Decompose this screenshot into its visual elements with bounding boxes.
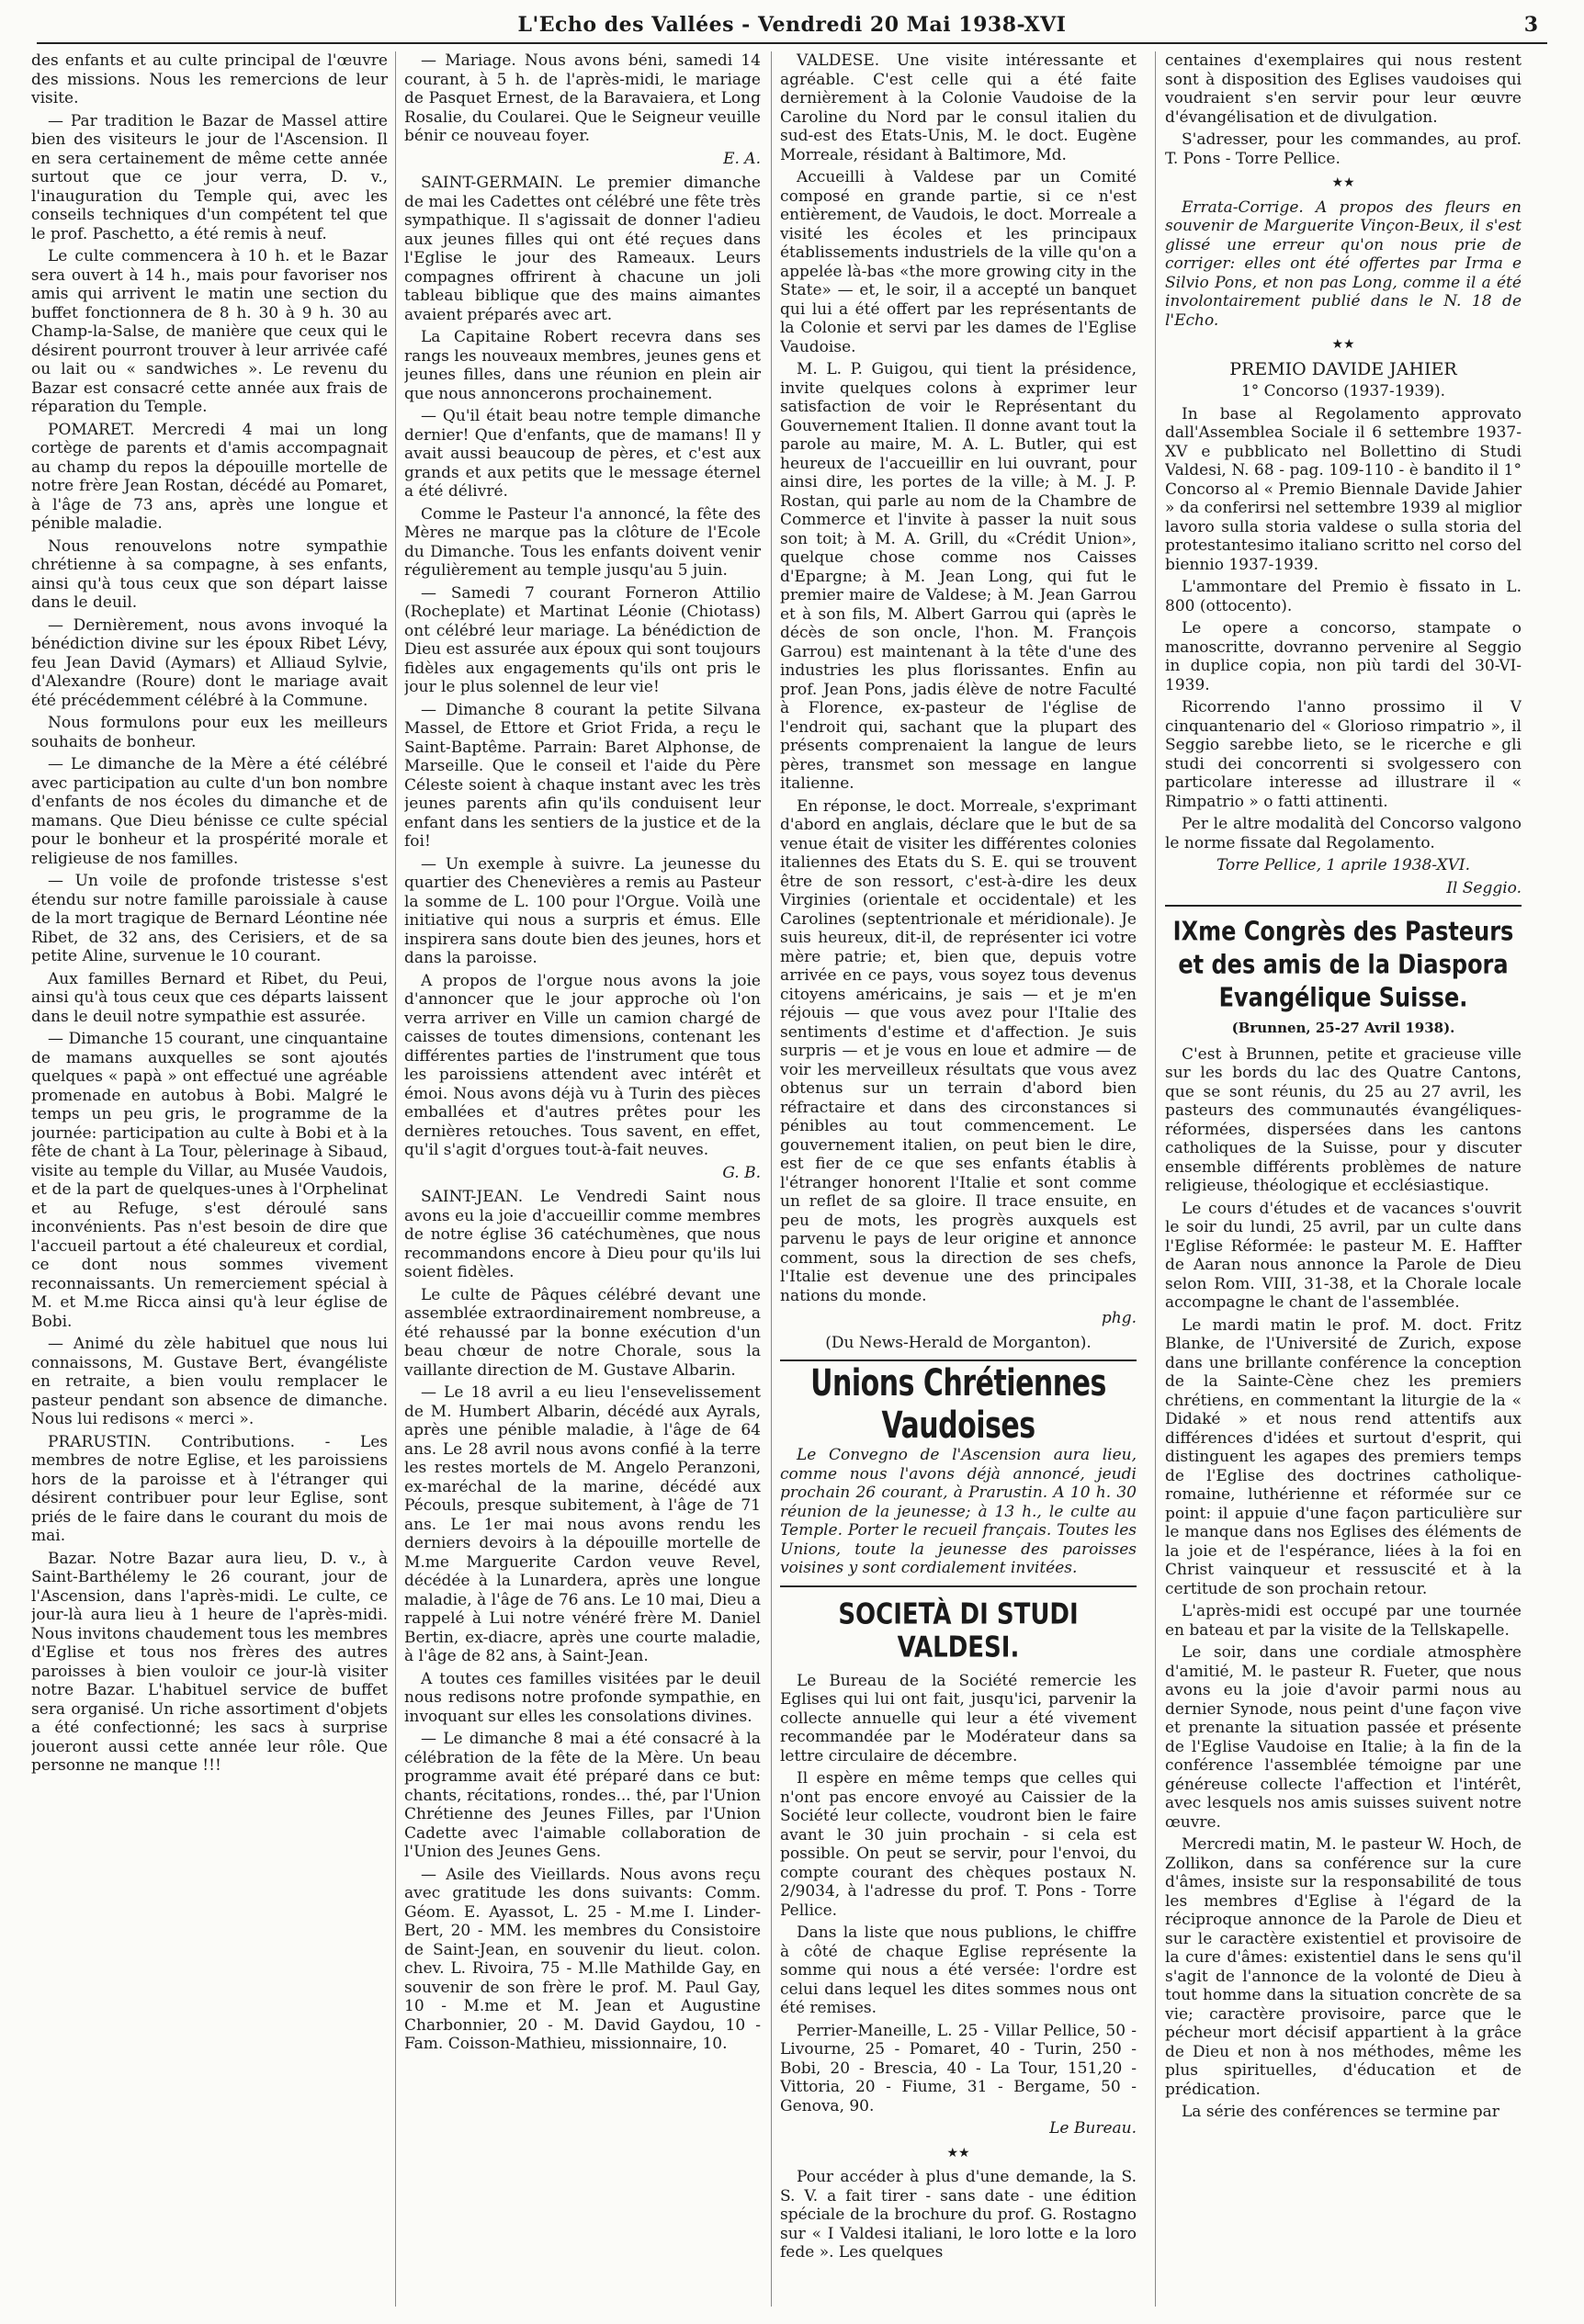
premio-heading: PREMIO DAVIDE JAHIER — [1229, 358, 1457, 379]
divider — [780, 1585, 1137, 1587]
paragraph: Le opere a concorso, stampate o manoscritte, dovranno pervenire al Seggio in duplice copia, non più tardi del 30-VI-1939. — [1165, 619, 1522, 694]
paragraph: La Capitaine Robert recevra dans ses rangs les nouveaux membres, jeunes gens et jeunes filles, dans une réunion en plein air que nous annoncerons prochainement. — [404, 328, 761, 403]
paragraph: Le culte commencera à 10 h. et le Bazar sera ouvert à 14 h., mais pour favoriser nos amis qui arrivent le matin une section du buffet fonctionnera de 8 h. 30 à 9 h. 30 au Champ-la-Salse, de manière que ceux qui le désirent pourront trouver à leur arrivée café ou lait ou « sandwiches ». Le revenu du Bazar est consacré cette année aux frais de réparation du Temple. — [31, 247, 388, 416]
paragraph: SAINT-JEAN. Le Vendredi Saint nous avons eu la joie d'accueillir comme membres de notre église 36 catéchumènes, que nous recommandons encore à Dieu pour qu'ils lui soient fidèles. — [404, 1188, 761, 1281]
separator-stars: ★★ — [946, 2145, 970, 2160]
paragraph: Le culte de Pâques célébré devant une assemblée extraordinairement nombreuse, a été rehaussé par la bonne exécution d'un beau chœur de notre Chorale, sous la vaillante direction de M. Gustave Albarin. — [404, 1285, 761, 1380]
errata-paragraph: Errata-Corrige. A propos des fleurs en souvenir de Marguerite Vinçon-Beux, il s'est glissé une erreur qu'on nous prie de corriger: elles ont été offertes par Irma e Silvio Pons, et non pas Long, comme il a été involontairement publié dans le N. 18 de l'Echo. — [1165, 197, 1522, 330]
paragraph: — Par tradition le Bazar de Massel attire bien des visiteurs le jour de l'Ascension. Il en sera certainement de même cette année surtout que ce jour verra, D. v., l'inauguration du Temple qui, avec les conseils techniques d'un compétent tel que le prof. Paschetto, a été remis à neuf. — [31, 111, 388, 243]
paragraph: C'est à Brunnen, petite et gracieuse ville sur les bords du lac des Quatre Cantons, que se sont réunis, du 25 au 27 avril, les pasteurs des communautés évangéliques-réformées, dispersées dans les cantons catholiques de la Suisse, pour y discuter ensemble différents problèmes de nature religieuse, théologique et ecclésiastique. — [1165, 1044, 1522, 1195]
page-number: 3 — [1523, 13, 1538, 37]
signature: E. A. — [723, 149, 761, 168]
page-title: L'Echo des Vallées - Vendredi 20 Mai 1938-XVI — [517, 13, 1067, 37]
paragraph: Per le altre modalità del Concorso valgono le norme fissate dal Regolamento. — [1165, 815, 1522, 852]
paragraph: Pour accéder à plus d'une demande, la S. S. V. a fait tirer - sans date - une édition spéciale de la brochure du prof. G. Rostagno sur « I Valdesi italiani, le loro lotte e la loro fede ». Les quelques — [780, 2168, 1137, 2262]
congres-heading: IXme Congrès des Pasteurs et des amis de la Diaspora Evangélique Suisse. — [1172, 916, 1514, 1013]
paragraph: — Samedi 7 courant Forneron Attilio (Rocheplate) et Martinat Léonie (Chiotass) ont célébré leur mariage. La bénédiction de Dieu est assurée aux époux qui sont toujours fidèles aux engagements qu'ils ont pris le jour le plus solennel de leur vie! — [404, 583, 761, 696]
paragraph: Nous renouvelons notre sympathie chrétienne à sa compagne, à ses enfants, ainsi qu'à tous ceux que son départ laisse dans le deuil. — [31, 536, 388, 612]
paragraph: — Le dimanche 8 mai a été consacré à la célébration de la fête de la Mère. Un beau programme avait été préparé dans ce but: chants, récitations, rondes... thé, par l'Union Chrétienne des Jeunes Filles, par l'Union Cadette avec l'aimable collaboration de l'Union des Jeunes Gens. — [404, 1730, 761, 1861]
paragraph: Le mardi matin le prof. M. doct. Fritz Blanke, de l'Université de Zurich, expose dans une brillante conférence la conception de la Sainte-Cène chez les premiers chrétiens, en commentant la liturgie de la « Didaké » et nous rend attentifs aux différences d'idées et surtout d'esprit, qui distinguent les agapes des premiers temps de l'Eglise des doctrines catholique-romaine, luthérienne et réformée sur ce point: il appuie d'une façon particulière sur le manque dans nos Eglises des éléments de la joie et de l'espérance, liées à la foi en Christ vainqueur et ressuscité et à la certitude de son prochain retour. — [1165, 1315, 1522, 1598]
divider — [1165, 905, 1522, 907]
column-2 — [404, 51, 761, 2307]
paragraph: — Le dimanche de la Mère a été célébré avec participation au culte d'un bon nombre d'enfants de nos écoles du dimanche et de mamans. Que Dieu bénisse ce culte spécial pour le bonheur et la prospérité morale et religieuse de nos familles. — [31, 755, 388, 868]
column-divider — [395, 51, 396, 2307]
divider — [780, 1359, 1137, 1361]
paragraph: — Dimanche 8 courant la petite Silvana Massel, de Ettore et Griot Frida, a reçu le Saint-Baptême. Parrain: Baret Alphonse, de Marseille. Que le conseil et l'aide du Père Céleste soient à chaque instant avec les très jeunes parents afin qu'ils conduisent leur enfant dans les sentiers de la justice et de la foi! — [404, 700, 761, 851]
paragraph: Le cours d'études et de vacances s'ouvrit le soir du lundi, 25 avril, par un culte dans l'Eglise Réformée: le pasteur M. E. Haffter de Aaran nous annonce la Parole de Dieu selon Rom. VIII, 31-38, et la Chorale locale accompagne le chant de l'assemblée. — [1165, 1199, 1522, 1312]
column-divider — [1155, 51, 1156, 2307]
signature: G. B. — [722, 1163, 761, 1182]
source-note: (Du News-Herald de Morganton). — [825, 1333, 1092, 1352]
paragraph: La série des conférences se termine par — [1182, 2103, 1499, 2121]
paragraph: Le soir, dans une cordiale atmosphère d'amitié, M. le pasteur R. Fueter, que nous avons eu la joie d'avoir parmi nous au dernier Synode, nous peint d'une façon vive et prenante la situation passée et présente de l'Eglise Vaudoise en Italie; à la fin de la conférence l'assemblée témoigne par une généreuse collecte l'affection et l'intérêt, avec lesquels nos amis suisses suivent notre œuvre. — [1165, 1643, 1522, 1832]
paragraph: L'après-midi est occupé par une tournée en bateau et par la visite de la Tellskapelle. — [1165, 1602, 1522, 1640]
column-divider — [771, 51, 772, 2307]
paragraph: — Dernièrement, nous avons invoqué la bénédiction divine sur les époux Ribet Lévy, feu Jean David (Aymars) et Alliaud Sylvie, d'Alexandre (Roure) dont le mariage avait été précédemment célébré à la Commune. — [31, 615, 388, 710]
masthead — [37, 9, 1547, 44]
paragraph: SAINT-GERMAIN. Le premier dimanche de mai les Cadettes ont célébré une fête très sympathique. Il s'agissait de donner l'adieu aux jeunes filles qui ont été reçues dans l'Eglise le jour des Rameaux. Leurs compagnes offrirent à chacune un joli tableau biblique que des mains aimantes avaient préparés avec art. — [404, 174, 761, 324]
signature: Il Seggio. — [1446, 878, 1522, 897]
paragraph: — Asile des Vieillards. Nous avons reçu avec gratitude les dons suivants: Comm. Géom. E. Ayassot, L. 25 - M.me I. Linder-Bert, 20 - MM. les membres du Consistoire de Saint-Jean, en souvenir du lieut. colon. chev. L. Rivoira, 75 - M.lle Mathilde Gay, en souvenir de son frère le prof. M. Paul Gay, 10 - M.me et M. Jean et Augustine Charbonnier, 20 - M. David Gaydou, 10 - Fam. Coisson-Mathieu, missionnaire, 10. — [404, 1865, 761, 2053]
paragraph: Comme le Pasteur l'a annoncé, la fête des Mères ne marque pas la clôture de l'Ecole du Dimanche. Tous les enfants doivent venir régulièrement au temple jusqu'au 5 juin. — [404, 504, 761, 580]
paragraph: Aux familles Bernard et Ribet, du Peui, ainsi qu'à tous ceux que ces départs laissent dans le deuil notre sympathie est assurée. — [31, 969, 388, 1026]
premio-subheading: 1° Concorso (1937-1939). — [1240, 382, 1446, 400]
paragraph: Le Bureau de la Société remercie les Eglises qui lui ont fait, jusqu'ici, parvenir la collecte annuelle qui leur a été vivement recommandée par le Modérateur dans sa lettre circulaire de décembre. — [780, 1671, 1137, 1766]
paragraph: — Le 18 avril a eu lieu l'ensevelissement de M. Humbert Albarin, décédé aux Ayrals, après une pénible maladie, à l'âge de 64 ans. Le 28 avril nous avons confié à la terre les restes mortels de M. Angelo Peranzoni, ex-maréchal de la marine, décédé aux Pécouls, presque subitement, à l'âge de 71 ans. Le 1er mai nous avons rendu les derniers devoirs à la dépouille mortelle de M.me Marguerite Cardon veuve Revel, décédée à la Lunardera, après une longue maladie, à l'âge de 76 ans. Le 10 mai, Dieu a rappelé à Lui notre vénéré frère M. Daniel Bertin, ex-diacre, après une courte maladie, à l'âge de 82 ans, à Saint-Jean. — [404, 1383, 761, 1665]
paragraph: — Animé du zèle habituel que nous lui connaissons, M. Gustave Bert, évangéliste en retraite, a bien voulu remplacer le pasteur pendant son absence de dimanche. Nous lui redisons « merci ». — [31, 1335, 388, 1428]
paragraph: — Un exemple à suivre. La jeunesse du quartier des Chenevières a remis au Pasteur la somme de L. 100 pour l'Orgue. Voilà une initiative qui nous a surpris et émus. Elle inspirera sans doute bien des jeunes, hors et dans la paroisse. — [404, 854, 761, 967]
paragraph: A toutes ces familles visitées par le deuil nous redisons notre profonde sympathie, en invoquant sur elles les consolations divines. — [404, 1669, 761, 1726]
paragraph: — Dimanche 15 courant, une cinquantaine de mamans auxquelles se sont ajoutés quelques « papà » ont effectué une agréable promenade en autobus à Bobi. Malgré le temps un peu gris, le programme de la journée: participation au culte à Bobi et à la fête de chant à La Tour, pèlerinage à Sibaud, visite au temple du Villar, au Musée Vaudois, et de la part de quelques-unes à l'Orphelinat et au Refuge, s'est déroulé sans inconvénients. Pas n'est besoin de dire que l'accueil partout a été chaleureux et cordial, ce dont nous sommes vivement reconnaissants. Un remerciement spécial à M. et M.me Ricca ainsi qu'à leur église de Bobi. — [31, 1030, 388, 1331]
paragraph: L'ammontare del Premio è fissato in L. 800 (ottocento). — [1165, 578, 1522, 615]
paragraph: — Qu'il était beau notre temple dimanche dernier! Que d'enfants, que de mamans! Il y avait aussi beaucoup de pères, et c'est aux grands et aux petits que le message éternel a été délivré. — [404, 407, 761, 501]
paragraph: Nous formulons pour eux les meilleurs souhaits de bonheur. — [31, 714, 388, 751]
paragraph: Mercredi matin, M. le pasteur W. Hoch, de Zollikon, dans sa conférence sur la cure d'âmes, insiste sur la responsabilité de tous les membres d'Eglise à l'égard de la réciproque annonce de la Parole de Dieu et sur le caractère existentiel et provisoire de la cure d'âmes: existentiel dans le sens qu'il s'agit de l'annonce de la volonté de Dieu à tout homme dans la situation concrète de sa vie; caractère provisoire, parce que le pécheur mort décisif appartient à la grâce de Dieu et non à nos méthodes, même les plus spirituelles, d'éducation et de prédication. — [1165, 1835, 1522, 2099]
signature: phg. — [1101, 1309, 1137, 1327]
column-3 — [780, 51, 1137, 2307]
paragraph: POMARET. Mercredi 4 mai un long cortège de parents et d'amis accompagnait au champ du repos la dépouille mortelle de notre frère Jean Rostan, décédé au Pomaret, à l'âge de 73 ans, après une longue et pénible maladie. — [31, 420, 388, 533]
place-date: Torre Pellice, 1 aprile 1938-XVI. — [1216, 856, 1470, 874]
paragraph: Il espère en même temps que celles qui n'ont pas encore envoyé au Caissier de la Société leur collecte, voudront bien le faire avant le 30 juin prochain - si cela est possible. On peut se servir, pour l'envoi, du compte courant des chèques postaux N. 2/9034, à l'adresse du prof. T. Pons - Torre Pellice. — [780, 1769, 1137, 1920]
paragraph: Le Convegno de l'Ascension aura lieu, comme nous l'avons déjà annoncé, jeudi prochain 26 courant, à Prarustin. A 10 h. 30 réunion de la jeunesse; à 13 h., le culte au Temple. Porter le recueil français. Toutes les Unions, toute la jeunesse des paroisses voisines y sont cordialement invitées. — [780, 1446, 1137, 1577]
paragraph: A propos de l'orgue nous avons la joie d'annoncer que le jour approche où l'on verra arriver en Ville un camion chargé de caisses de toutes dimensions, contenant les différentes parties de l'instrument que tous les paroissiens attendent avec intérêt et émoi. Nous avons déjà vu à Turin des pièces emballées et d'autres prêtes pour les dernières retouches. Tous savent, en effet, qu'il s'agit d'orgues tout-à-fait neuves. — [404, 971, 761, 1159]
paragraph: M. L. P. Guigou, qui tient la présidence, invite quelques colons à exprimer leur satisfaction de voir le Représentant du Gouvernement Italien. Il donne avant tout la parole au maire, M. A. L. Butler, qui est heureux de l'accueillir en lui ouvrant, pour ainsi dire, les portes de la ville; à M. J. P. Rostan, qui parle au nom de la Chambre de Commerce et l'invite à passer la nuit sous son toit; à M. A. Grill, du «Crédit Union», quelque chose comme nos Caisses d'Epargne; à M. Jean Long, qui fut le premier maire de Valdese; à M. Jean Garrou et à son fils, M. Albert Garrou qui (après le décès de son oncle, l'hon. M. François Garrou) est maintenant à la tête d'une des industries les plus florissantes. Enfin au prof. Jean Pons, jadis élève de notre Faculté à Florence, ex-pasteur de l'église de l'endroit qui, sachant que la plupart des présents comprenaient la langue de leurs pères, transmet son message en langue italienne. — [780, 360, 1137, 793]
paragraph: Dans la liste que nous publions, le chiffre à côté de chaque Eglise représente la somme qui nous a été versée: l'ordre est celui dans lequel les dites sommes nous ont été remises. — [780, 1924, 1137, 2017]
paragraph: Accueilli à Valdese par un Comité composé en grande partie, si ce n'est entièrement, de Vaudois, le doct. Morreale a visité les écoles et les principaux établissements industriels de la ville qu'on a appelée là-bas «the more growing city in the State» — et, le soir, il a accepté un banquet qui lui a été offert par les représentants de la Colonie et servi par les dames de l'Eglise Vaudoise. — [780, 168, 1137, 356]
paragraph: Ricorrendo l'anno prossimo il V cinquantenario del « Glorioso rimpatrio », il Seggio sarebbe lieto, se le ricerche e gli studi dei concorrenti si svolgessero con particolare interesse ad illustrare il « Rimpatrio » o fatti attinenti. — [1165, 698, 1522, 811]
paragraph: S'adresser, pour les commandes, au prof. T. Pons - Torre Pellice. — [1165, 130, 1522, 168]
paragraph: En réponse, le doct. Morreale, s'exprimant d'abord en anglais, déclare que le but de sa venue était de visiter les différentes colonies italiennes des Etats du S. E. qui se trouvent être de son ressort, c'est-à-dire les deux Virginies (orientale et occidentale) et les Carolines (septentrionale et méridionale). Je suis heureux, dit-il, de représenter ici votre mère patrie; et, bien que, depuis votre arrivée en ce pays, vous soyez tous devenus citoyens américains, je sais — et je m'en réjouis — que vous avez pour l'Italie des sentiments d'estime et d'affection. Je suis surpris — et je vous en loue et admire — de voir les merveilleux résultats que vous avez obtenus sur un terrain d'abord bien réfractaire et dans des circonstances si pénibles au tout commencement. Le gouvernement italien, on peut bien le dire, est fier de ce que ses enfants établis à l'étranger honorent l'Italie et sont comme un reflet de sa gloire. Il trace ensuite, en peu de mots, les progrès auxquels est parvenu le pays de leur origine et annonce comment, sous la direction de ses chefs, l'Italie est devenue une des principales nations du monde. — [780, 796, 1137, 1305]
paragraph: — Un voile de profonde tristesse s'est étendu sur notre famille paroissiale à cause de la mort tragique de Bernard Léontine née Ribet, de 32 ans, des Cerisiers, et de sa petite Aline, survenue le 10 courant. — [31, 872, 388, 965]
paragraph: In base al Regolamento approvato dall'Assemblea Sociale il 6 settembre 1937-XV e pubblicato nel Bollettino di Studi Valdesi, N. 68 - pag. 109-110 - è bandito il 1° Concorso al « Premio Biennale Davide Jahier » da conferirsi nel settembre 1939 al miglior lavoro sulla storia valdese o sulla storia del protestantesimo italiano scritto nel corso del biennio 1937-1939. — [1165, 404, 1522, 574]
paragraph: PRARUSTIN. Contributions. - Les membres de notre Eglise, et les paroissiens hors de la paroisse et à l'étranger qui désirent contribuer pour leur Eglise, sont priés de le faire dans le courant du mois de mai. — [31, 1432, 388, 1545]
congres-subheading: (Brunnen, 25-27 Avril 1938). — [1231, 1020, 1455, 1036]
separator-stars: ★★ — [1331, 337, 1355, 352]
paragraph: Perrier-Maneille, L. 25 - Villar Pellice, 50 - Livourne, 25 - Pomaret, 40 - Turin, 250 - Bobi, 20 - Brescia, 40 - La Tour, 151,20 - Vittoria, 20 - Fiume, 31 - Bergame, 50 - Genova, 90. — [780, 2021, 1137, 2115]
separator-stars: ★★ — [1331, 175, 1355, 190]
column-4 — [1165, 51, 1522, 2307]
paragraph: centaines d'exemplaires qui nous restent sont à disposition des Eglises vaudoises qui voudraient s'en servir pour leur œuvre d'évangélisation et de divulgation. — [1165, 51, 1522, 127]
paragraph: VALDESE. Une visite intéressante et agréable. C'est celle qui a été faite dernièrement à la Colonie Vaudoise de la Caroline du Nord par le consul italien du sud-est des Etats-Unis, M. le doct. Eugène Morreale, résidant à Baltimore, Md. — [780, 51, 1137, 164]
unions-heading: Unions Chrétiennes Vaudoises — [810, 1361, 1106, 1448]
signature: Le Bureau. — [1049, 2119, 1137, 2138]
paragraph: — Mariage. Nous avons béni, samedi 14 courant, à 5 h. de l'après-midi, le mariage de Pasquet Ernest, de la Baravaiera, et Long Rosalie, du Coularei. Que le Seigneur veuille bénir ce nouveau foyer. — [404, 51, 761, 145]
column-1 — [31, 51, 388, 2307]
paragraph: des enfants et au culte principal de l'œuvre des missions. Nous les remercions de leur visite. — [31, 51, 388, 107]
paragraph: Bazar. Notre Bazar aura lieu, D. v., à Saint-Barthélemy le 26 courant, jour de l'Ascension, dans l'après-midi. Le culte, ce jour-là aura lieu à 1 heure de l'après-midi. Nous invitons chaudement tous les membres d'Eglise et tous nos frères des autres paroisses à bien vouloir ce jour-là visiter notre Bazar. L'habituel service de buffet sera organisé. Un riche assortiment d'objets a été confectionné; les sacs à surprise joueront aussi cette année leur rôle. Que personne ne manque !!! — [31, 1549, 388, 1775]
societa-heading: SOCIETÀ DI STUDI VALDESI. — [838, 1597, 1079, 1664]
